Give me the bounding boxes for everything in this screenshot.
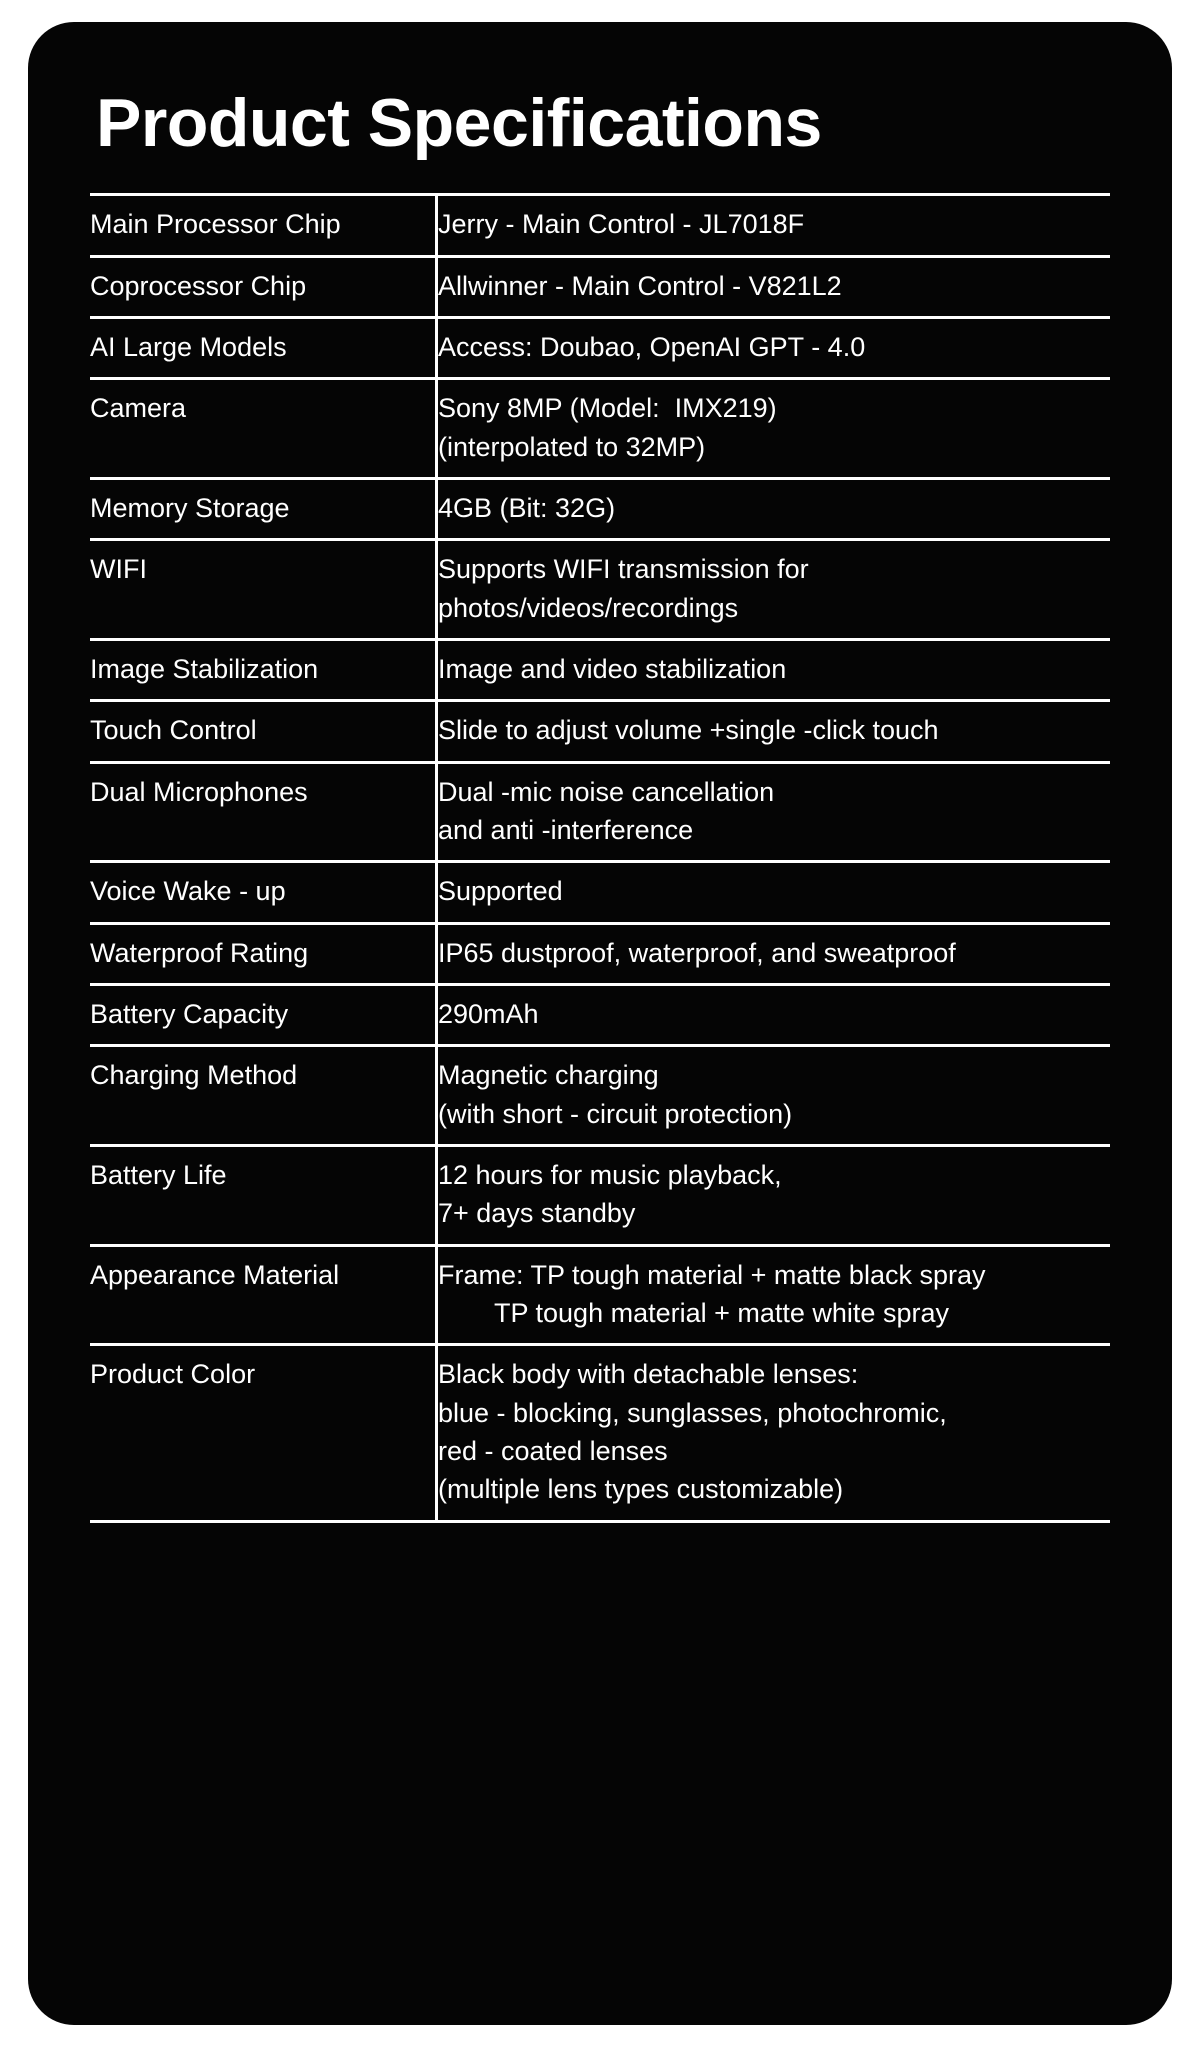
spec-label: Image Stabilization xyxy=(90,640,437,701)
table-row xyxy=(90,1345,1110,1520)
table-row xyxy=(90,762,1110,862)
spec-value-line: Image and video stabilization xyxy=(438,654,787,685)
specifications-table-body xyxy=(90,195,1110,1520)
spec-value-line: Supports WIFI transmission for xyxy=(438,554,809,585)
spec-value xyxy=(437,479,1111,540)
spec-value-line: Slide to adjust volume +single -click touch xyxy=(438,715,939,746)
spec-label: Voice Wake - up xyxy=(90,862,437,923)
spec-value-line: Access: Doubao, OpenAI GPT - 4.0 xyxy=(438,332,866,363)
spec-label: Touch Control xyxy=(90,701,437,762)
spec-label: Product Color xyxy=(90,1345,437,1520)
spec-value-line: and anti -interference xyxy=(438,815,694,845)
spec-label: Charging Method xyxy=(90,1046,437,1146)
spec-label: Battery Life xyxy=(90,1145,437,1245)
spec-value xyxy=(437,984,1111,1045)
spec-value-line: (multiple lens types customizable) xyxy=(438,1474,844,1505)
spec-value-line: Dual -mic noise cancellation xyxy=(438,776,775,807)
spec-value xyxy=(437,540,1111,640)
spec-value xyxy=(437,1046,1111,1146)
spec-value-line: Supported xyxy=(438,876,563,907)
table-row xyxy=(90,1145,1110,1245)
spec-value-line: 290mAh xyxy=(438,998,539,1029)
spec-value xyxy=(437,640,1111,701)
spec-value xyxy=(437,701,1111,762)
table-row xyxy=(90,1046,1110,1146)
spec-label: Camera xyxy=(90,379,437,479)
spec-value xyxy=(437,195,1111,256)
spec-value-line: Black body with detachable lenses: xyxy=(438,1359,859,1390)
spec-value-line: Frame: TP tough material + matte black spray xyxy=(438,1259,986,1290)
specifications-table xyxy=(90,193,1110,1519)
spec-value-line: 12 hours for music playback, xyxy=(438,1159,782,1190)
table-row xyxy=(90,984,1110,1045)
spec-value-line: Magnetic charging xyxy=(438,1060,659,1091)
table-row xyxy=(90,479,1110,540)
spec-label: Waterproof Rating xyxy=(90,923,437,984)
spec-value xyxy=(437,862,1111,923)
spec-value xyxy=(437,1145,1111,1245)
spec-label: AI Large Models xyxy=(90,318,437,379)
table-row xyxy=(90,318,1110,379)
table-row xyxy=(90,701,1110,762)
spec-value-line: TP tough material + matte white spray xyxy=(494,1297,949,1328)
table-row xyxy=(90,540,1110,640)
spec-value-line: red - coated lenses xyxy=(438,1435,668,1466)
table-bottom-rule xyxy=(90,1520,1110,1523)
spec-value xyxy=(437,1345,1111,1520)
table-row xyxy=(90,923,1110,984)
spec-label: Memory Storage xyxy=(90,479,437,540)
table-row xyxy=(90,379,1110,479)
product-specifications-card xyxy=(28,22,1172,2025)
table-row xyxy=(90,640,1110,701)
spec-value xyxy=(437,762,1111,862)
spec-label: Battery Capacity xyxy=(90,984,437,1045)
spec-value xyxy=(437,379,1111,479)
spec-value xyxy=(437,923,1111,984)
spec-value xyxy=(437,256,1111,317)
table-row xyxy=(90,1245,1110,1345)
spec-value-line: Sony 8MP (Model: IMX219) xyxy=(438,393,777,424)
spec-value xyxy=(437,1245,1111,1345)
spec-label: WIFI xyxy=(90,540,437,640)
table-row xyxy=(90,862,1110,923)
spec-label: Coprocessor Chip xyxy=(90,256,437,317)
spec-value-line: (with short - circuit protection) xyxy=(438,1098,793,1129)
spec-label: Main Processor Chip xyxy=(90,195,437,256)
spec-value-line: (interpolated to 32MP) xyxy=(438,431,706,462)
spec-value-line: blue - blocking, sunglasses, photochromic, xyxy=(438,1397,947,1428)
table-row xyxy=(90,256,1110,317)
spec-label: Appearance Material xyxy=(90,1245,437,1345)
spec-value-line: Jerry - Main Control - JL7018F xyxy=(438,209,805,240)
spec-value xyxy=(437,318,1111,379)
spec-value-line: 7+ days standby xyxy=(438,1198,636,1229)
spec-value-line: 4GB (Bit: 32G) xyxy=(438,493,616,524)
spec-value-line: photos/videos/recordings xyxy=(438,592,739,623)
card-inner xyxy=(28,22,1172,1563)
page-title: Product Specifications xyxy=(96,85,822,161)
spec-value-line: IP65 dustproof, waterproof, and sweatproof xyxy=(438,937,956,968)
table-row xyxy=(90,195,1110,256)
spec-label: Dual Microphones xyxy=(90,762,437,862)
spec-value-line: Allwinner - Main Control - V821L2 xyxy=(438,270,842,301)
